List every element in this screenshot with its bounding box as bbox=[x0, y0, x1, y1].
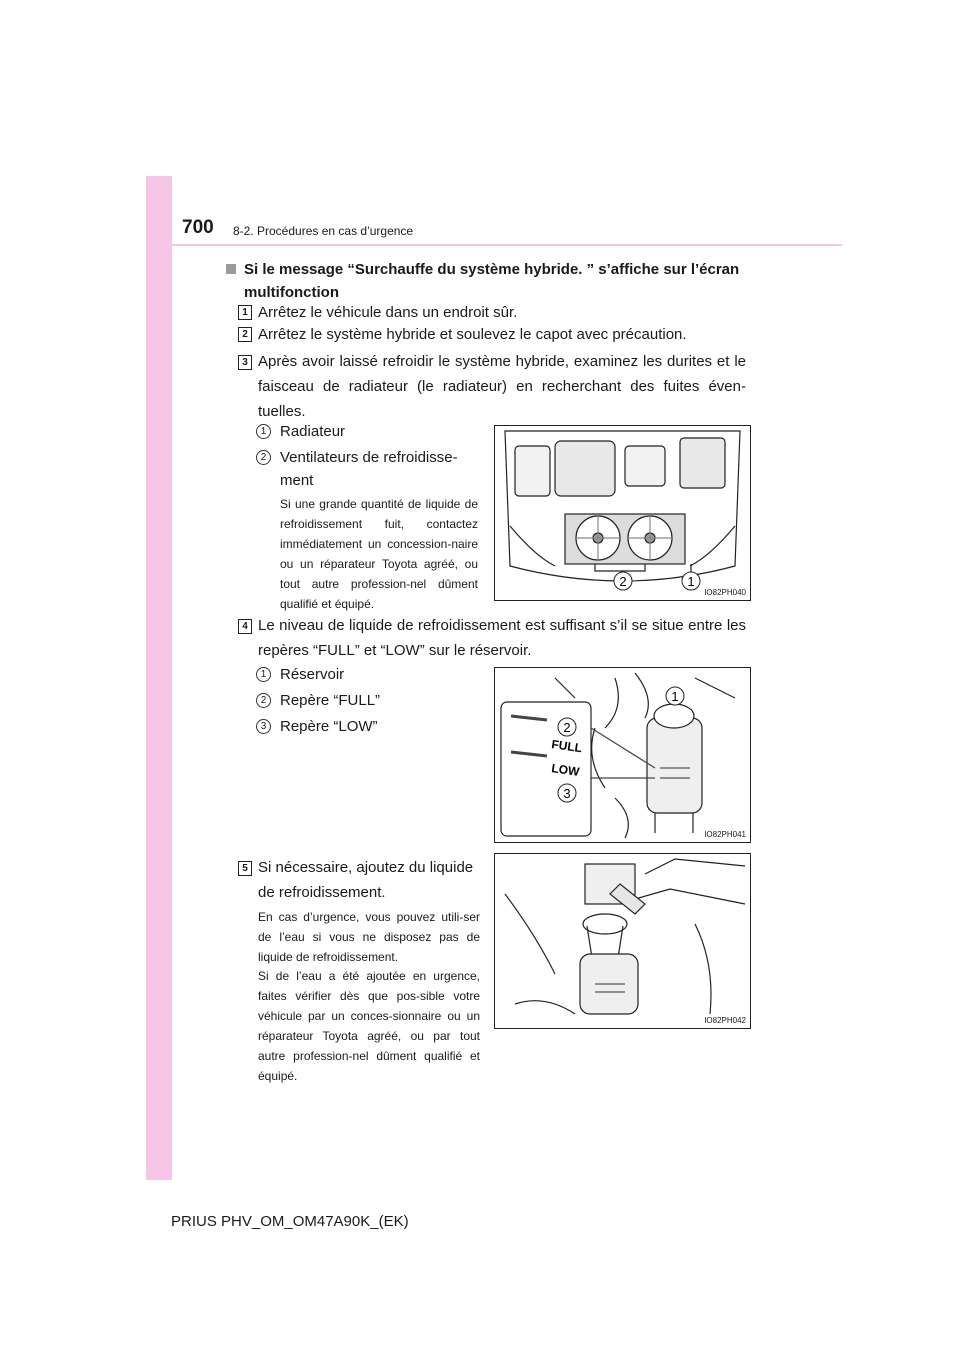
figure-1-callouts bbox=[614, 572, 700, 590]
footer-model-code: PRIUS PHV_OM_OM47A90K_(EK) bbox=[171, 1213, 409, 1230]
callout-2-label: Ventilateurs de refroidisse-ment bbox=[280, 449, 458, 489]
reservoir-figure bbox=[494, 667, 751, 843]
section-title: 8-2. Procédures en cas d’urgence bbox=[233, 224, 414, 238]
step-5-text: Si nécessaire, ajoutez du liquide de refroidissement. bbox=[258, 859, 474, 901]
figure-3-note-1: En cas d’urgence, vous pouvez utili-ser de l’eau si vous ne disposez pas de liquide de refroidissement. bbox=[258, 910, 480, 964]
step-number-2: 2 bbox=[238, 327, 252, 342]
callout-1-label: Radiateur bbox=[280, 423, 346, 440]
square-bullet-icon bbox=[226, 264, 236, 274]
full-mark-text: FULL bbox=[550, 737, 583, 756]
step-4-text: Le niveau de liquide de refroidissement est suffisant s’il se situe entre les repères “FULL” et “LOW” sur le réservoir. bbox=[258, 617, 746, 659]
engine-bay-figure bbox=[494, 425, 751, 601]
callout-low-label: Repère “LOW” bbox=[280, 718, 378, 735]
callout-low-marker: 3 bbox=[256, 719, 271, 734]
step-1-text: Arrêtez le véhicule dans un endroit sûr. bbox=[258, 304, 518, 321]
callout-reservoir-marker: 1 bbox=[256, 667, 271, 682]
header-divider bbox=[172, 244, 842, 246]
svg-text:1: 1 bbox=[671, 689, 679, 704]
low-mark-text: LOW bbox=[550, 761, 581, 779]
figure-1-note: Si une grande quantité de liquide de refroidissement fuit, contactez immédiatement un concession-naire ou un réparateur Toyota agréé, ou tout autre profession-nel dûment qualifié et équipé. bbox=[280, 497, 478, 611]
svg-text:2: 2 bbox=[619, 574, 627, 589]
svg-text:2: 2 bbox=[563, 720, 571, 735]
add-coolant-figure bbox=[494, 853, 751, 1029]
callout-1-marker: 1 bbox=[256, 424, 271, 439]
callout-2-marker: 2 bbox=[256, 450, 271, 465]
callout-full-label: Repère “FULL” bbox=[280, 692, 381, 709]
step-number-5: 5 bbox=[238, 861, 252, 876]
callout-reservoir-label: Réservoir bbox=[280, 666, 345, 683]
figure-3-note-2: Si de l’eau a été ajoutée en urgence, faites vérifier dès que pos-sible votre véhicule par un conces-sionnaire ou un réparateur Toyota agréé, ou par tout autre profession-nel dûment qualifié et équipé. bbox=[258, 969, 480, 1083]
step-number-1: 1 bbox=[238, 305, 252, 320]
sidebar-tab bbox=[146, 176, 172, 1180]
figure-2-code: IO82PH041 bbox=[704, 830, 746, 839]
callout-full-marker: 2 bbox=[256, 693, 271, 708]
step-3-text: Après avoir laissé refroidir le système hybride, examinez les durites et le faisceau de radiateur (le radiateur) en recherchant des fuites éven-tuelles. bbox=[258, 353, 746, 420]
step-number-4: 4 bbox=[238, 619, 252, 634]
figure-1-code: IO82PH040 bbox=[704, 588, 746, 597]
step-2-text: Arrêtez le système hybride et soulevez le capot avec précaution. bbox=[258, 326, 687, 343]
svg-text:1: 1 bbox=[687, 574, 695, 589]
svg-text:3: 3 bbox=[563, 786, 571, 801]
section-heading: Si le message “Surchauffe du système hybride. ” s’affiche sur l’écran multifonction bbox=[226, 258, 756, 304]
page-number: 700 bbox=[182, 217, 214, 238]
step-number-3: 3 bbox=[238, 355, 252, 370]
figure-3-code: IO82PH042 bbox=[704, 1016, 746, 1025]
